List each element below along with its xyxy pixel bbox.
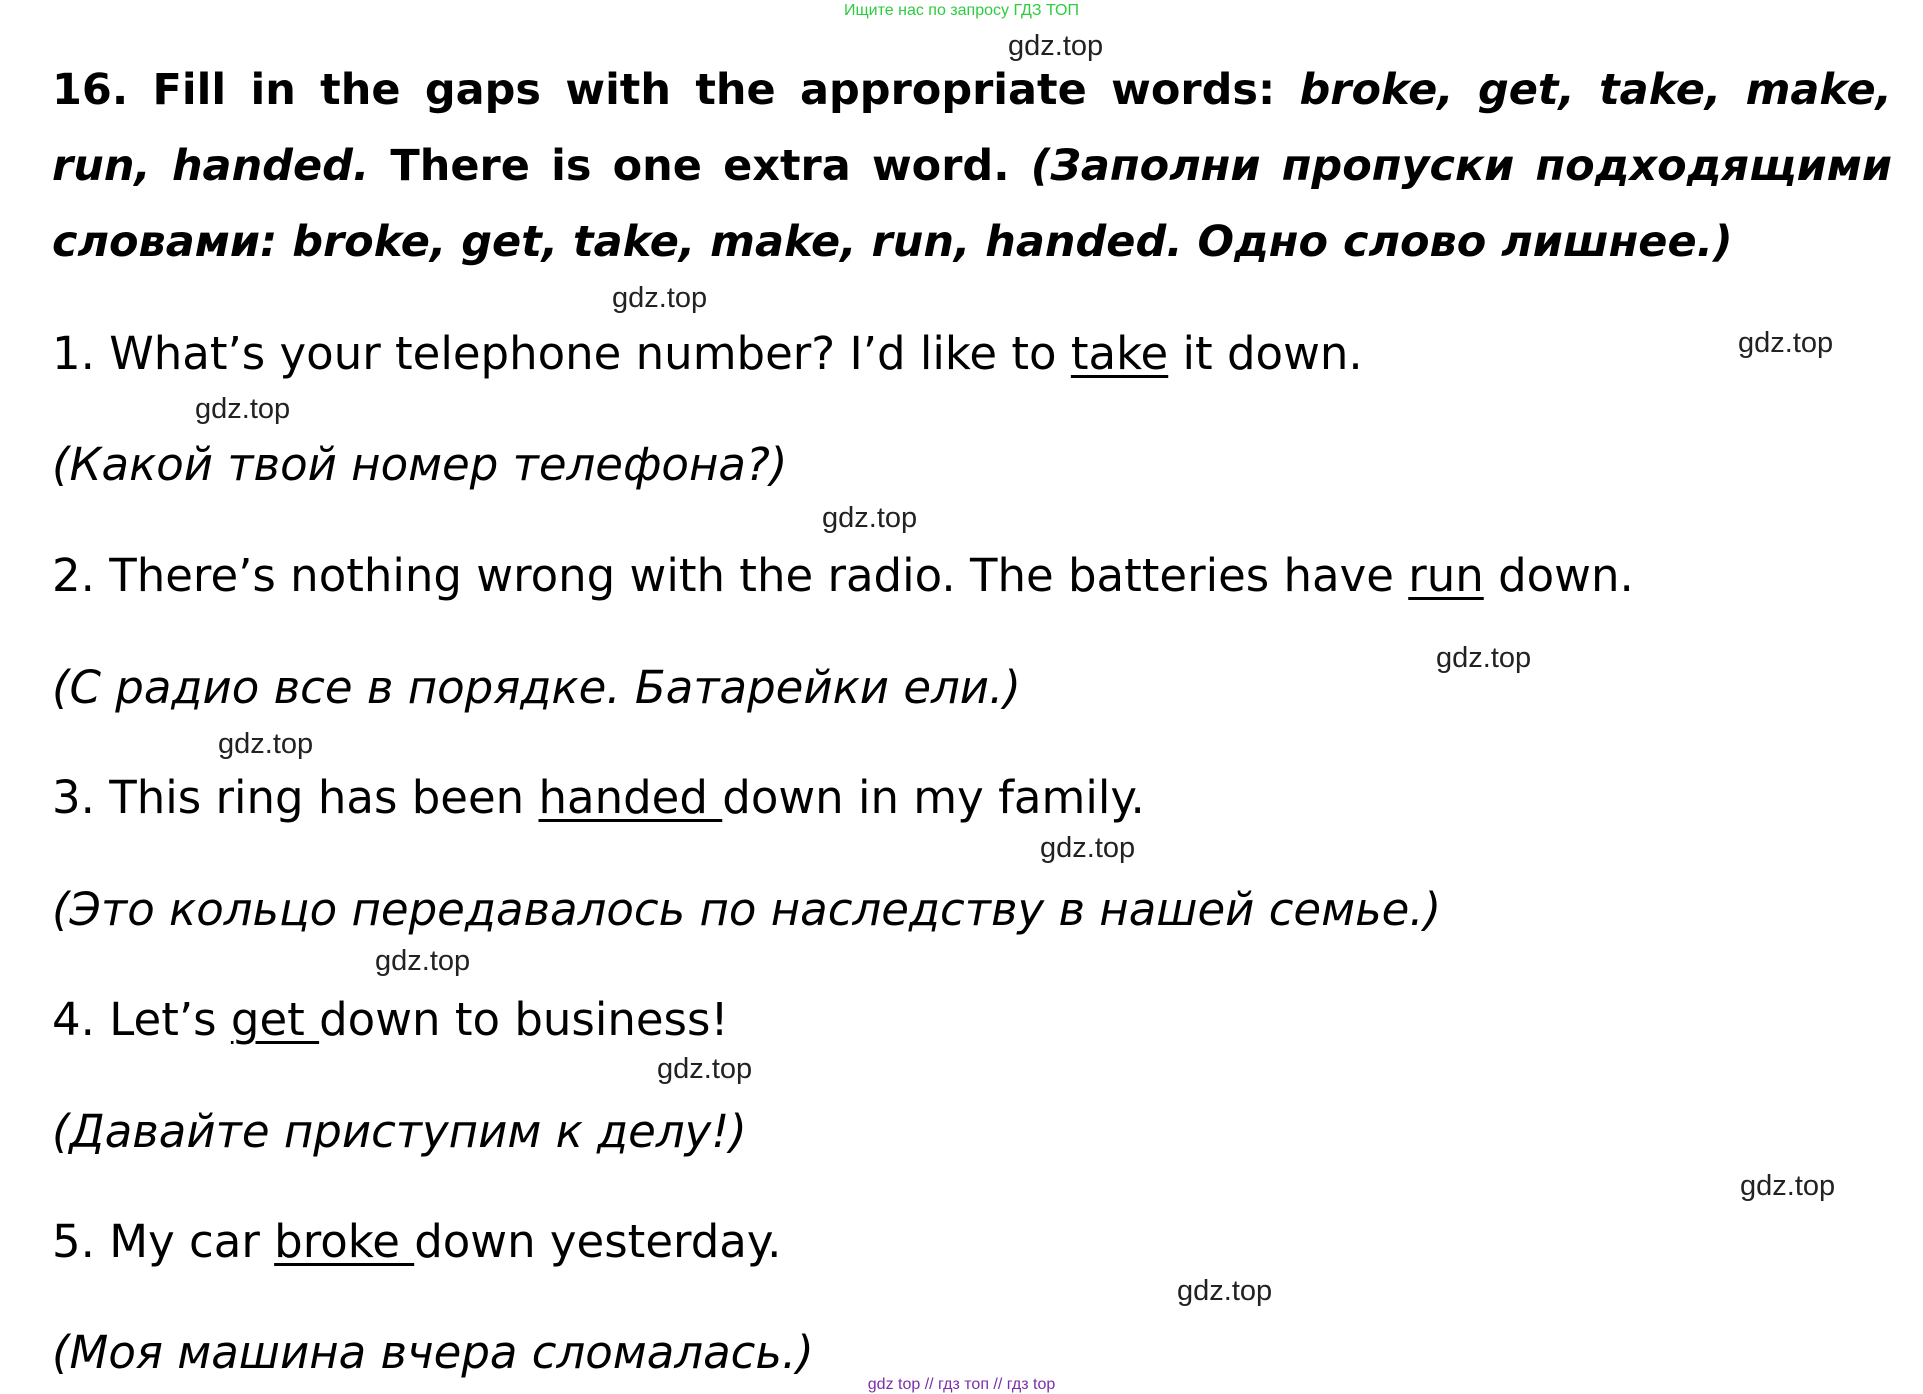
sentence-text: down in my family. — [722, 771, 1145, 824]
answer-word: handed — [538, 771, 723, 824]
translation-5: (Моя машина вчера сломалась.) — [52, 1326, 814, 1379]
watermark: gdz.top — [612, 282, 708, 314]
watermark: gdz.top — [1436, 642, 1532, 674]
watermark: gdz.top — [1740, 1170, 1836, 1202]
sentence-text: 5. My car — [52, 1215, 275, 1268]
answer-word: take — [1070, 327, 1169, 380]
watermark: gdz.top — [1040, 832, 1136, 864]
heading-middle: There is one extra word. — [369, 141, 1031, 191]
translation-3: (Это кольцо передавалось по наследству в нашей семье.) — [52, 883, 1442, 936]
heading-prefix: 16. Fill in the gaps with the appropriate words: — [52, 65, 1300, 115]
watermark: gdz.top — [218, 728, 314, 760]
sentence-text: 4. Let’s — [52, 993, 231, 1046]
sentence-2 — [52, 548, 1634, 604]
sentence-text: it down. — [1168, 327, 1363, 380]
answer-word: broke — [274, 1215, 415, 1268]
top-search-banner: Ищите нас по запросу ГДЗ ТОП — [844, 2, 1079, 19]
sentence-5 — [52, 1214, 781, 1270]
sentence-text: 3. This ring has been — [52, 771, 539, 824]
watermark: gdz.top — [375, 945, 471, 977]
sentence-text: 2. There’s nothing wrong with the radio. The batteries have — [52, 549, 1409, 602]
translation-1: (Какой твой номер телефона?) — [52, 438, 788, 491]
translation-4: (Давайте приступим к делу!) — [52, 1105, 747, 1158]
watermark: gdz.top — [1177, 1275, 1273, 1307]
heading-translation: (Заполни пропуски подходящими словами: broke, get, take, make, run, handed. Одно слово лишнее.) — [52, 141, 1892, 267]
watermark: gdz.top — [1738, 327, 1834, 359]
sentence-3 — [52, 770, 1145, 826]
sentence-4 — [52, 992, 728, 1048]
watermark: gdz.top — [822, 502, 918, 534]
sentence-text: down. — [1483, 549, 1634, 602]
answer-word: get — [230, 993, 320, 1046]
watermark: gdz.top — [657, 1053, 753, 1085]
footer-watermark: gdz top // гдз топ // гдз top — [867, 1376, 1056, 1393]
sentence-text: down to business! — [319, 993, 729, 1046]
sentence-text: down yesterday. — [414, 1215, 782, 1268]
watermark: gdz.top — [195, 393, 291, 425]
heading-word-list: broke, get, take, make, run, handed. — [52, 65, 1892, 191]
exercise-heading — [52, 52, 1892, 280]
translation-2: (С радио все в порядке. Батарейки ели.) — [52, 661, 1021, 714]
sentence-1 — [52, 326, 1363, 382]
sentence-text: 1. What’s your telephone number? I’d like to — [52, 327, 1071, 380]
answer-word: run — [1408, 549, 1484, 602]
watermark: gdz.top — [1008, 30, 1104, 62]
